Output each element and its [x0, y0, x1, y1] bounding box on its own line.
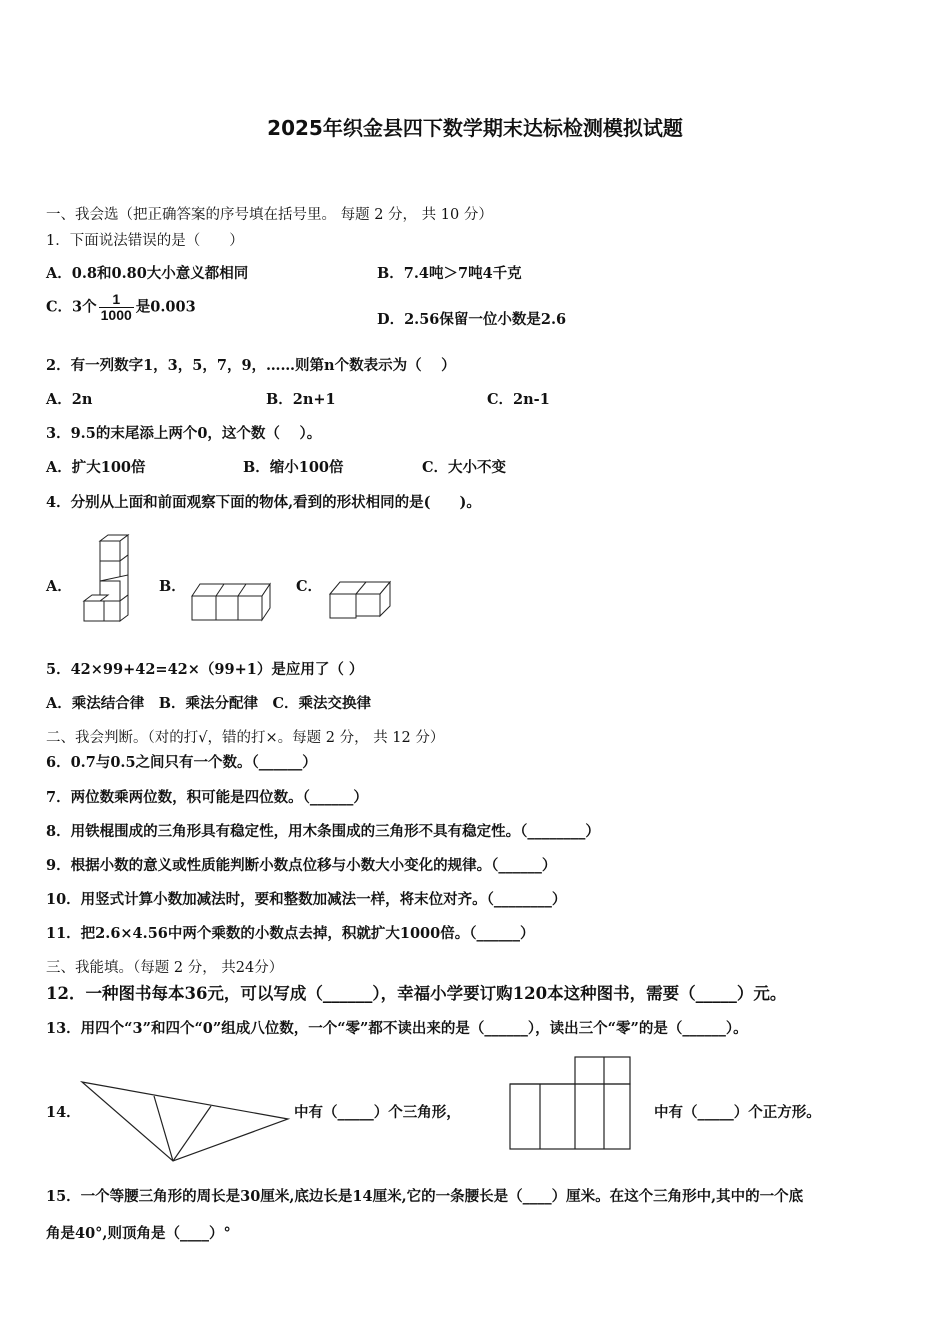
- q1-option-b: B．7.4吨＞7吨4千克: [377, 265, 522, 282]
- section3-header: 三、我能填。（每题 2 分， 共24分）: [46, 960, 284, 976]
- cube-pair-figure-c: [328, 578, 392, 622]
- q2-option-c: C．2n-1: [487, 391, 550, 408]
- judge-item-10: 10．用竖式计算小数加减法时，要和整数加减法一样，将末位对齐。（________）: [46, 891, 567, 908]
- q3-option-a: A．扩大100倍: [46, 459, 146, 476]
- q1-option-a: A．0.8和0.80大小意义都相同: [46, 265, 249, 282]
- judge-item-7: 7．两位数乘两位数，积可能是四位数。（______）: [46, 789, 368, 806]
- fraction-numerator: 1: [99, 292, 134, 308]
- section1-header: 一、我会选（把正确答案的序号填在括号里。 每题 2 分， 共 10 分）: [46, 207, 493, 223]
- q2-option-a: A．2n: [46, 391, 93, 408]
- q4-stem: 4．分别从上面和前面观察下面的物体,看到的形状相同的是( )。: [46, 494, 481, 511]
- q4-option-c-label: C．: [296, 578, 323, 595]
- q4-option-b-label: B．: [159, 578, 186, 595]
- q1-stem: 1．下面说法错误的是（ ）: [46, 233, 244, 249]
- fraction: [99, 292, 134, 323]
- q12-text: 12．一种图书每本36元，可以写成（______），幸福小学要订购120本这种图书，需要（_____）元。: [46, 984, 787, 1003]
- q1-option-c-prefix: C．3个: [46, 298, 97, 316]
- q2-stem: 2．有一列数字1，3，5，7，9，……则第n个数表示为（ ）: [46, 357, 456, 374]
- cube-row-figure-b: [190, 580, 272, 622]
- q14-square-question: 中有（_____）个正方形。: [654, 1104, 821, 1121]
- judge-item-11: 11．把2.6×4.56中两个乘数的小数点去掉，积就扩大1000倍。（______）: [46, 925, 535, 942]
- judge-item-8: 8．用铁棍围成的三角形具有稳定性，用木条围成的三角形不具有稳定性。（________）: [46, 823, 600, 840]
- judge-item-6: 6．0.7与0.5之间只有一个数。（______）: [46, 754, 317, 771]
- q14-triangle-question: 中有（_____）个三角形，: [294, 1104, 461, 1121]
- triangle-figure: [80, 1080, 290, 1162]
- judge-item-9: 9．根据小数的意义或性质能判断小数点位移与小数大小变化的规律。（______）: [46, 857, 557, 874]
- fraction-denominator: 1000: [100, 307, 132, 323]
- q4-option-a-label: A．: [46, 578, 72, 595]
- q1-option-c-suffix: 是0.003: [135, 298, 196, 316]
- q3-option-b: B．缩小100倍: [243, 459, 344, 476]
- q2-option-b: B．2n+1: [266, 391, 336, 408]
- section2-header: 二、我会判断。（对的打√，错的打×。每题 2 分， 共 12 分）: [46, 730, 445, 746]
- q15-text-line1: 15．一个等腰三角形的周长是30厘米,底边长是14厘米,它的一条腰长是（____）厘米。在这个三角形中,其中的一个底: [46, 1188, 804, 1205]
- page-title: 2025年织金县四下数学期末达标检测模拟试题: [267, 116, 683, 140]
- q15-text-line2: 角是40°,则顶角是（____）°: [46, 1225, 231, 1242]
- q3-option-c: C．大小不变: [422, 459, 507, 476]
- q3-stem: 3．9.5的末尾添上两个0，这个数（ ）。: [46, 425, 322, 442]
- q1-option-d: D．2.56保留一位小数是2.6: [377, 311, 567, 328]
- cube-stack-figure-a: [80, 533, 132, 623]
- square-grid-figure: [508, 1055, 634, 1151]
- q14-label: 14．: [46, 1104, 81, 1121]
- q5-options: A．乘法结合律 B．乘法分配律 C．乘法交换律: [46, 695, 372, 712]
- q5-stem: 5．42×99+42=42×（99+1）是应用了（ ）: [46, 661, 364, 678]
- q13-text: 13．用四个“3”和四个“0”组成八位数，一个“零”都不读出来的是（______），读出三个“零”的是（______）。: [46, 1020, 748, 1037]
- q1-option-c: [46, 292, 196, 323]
